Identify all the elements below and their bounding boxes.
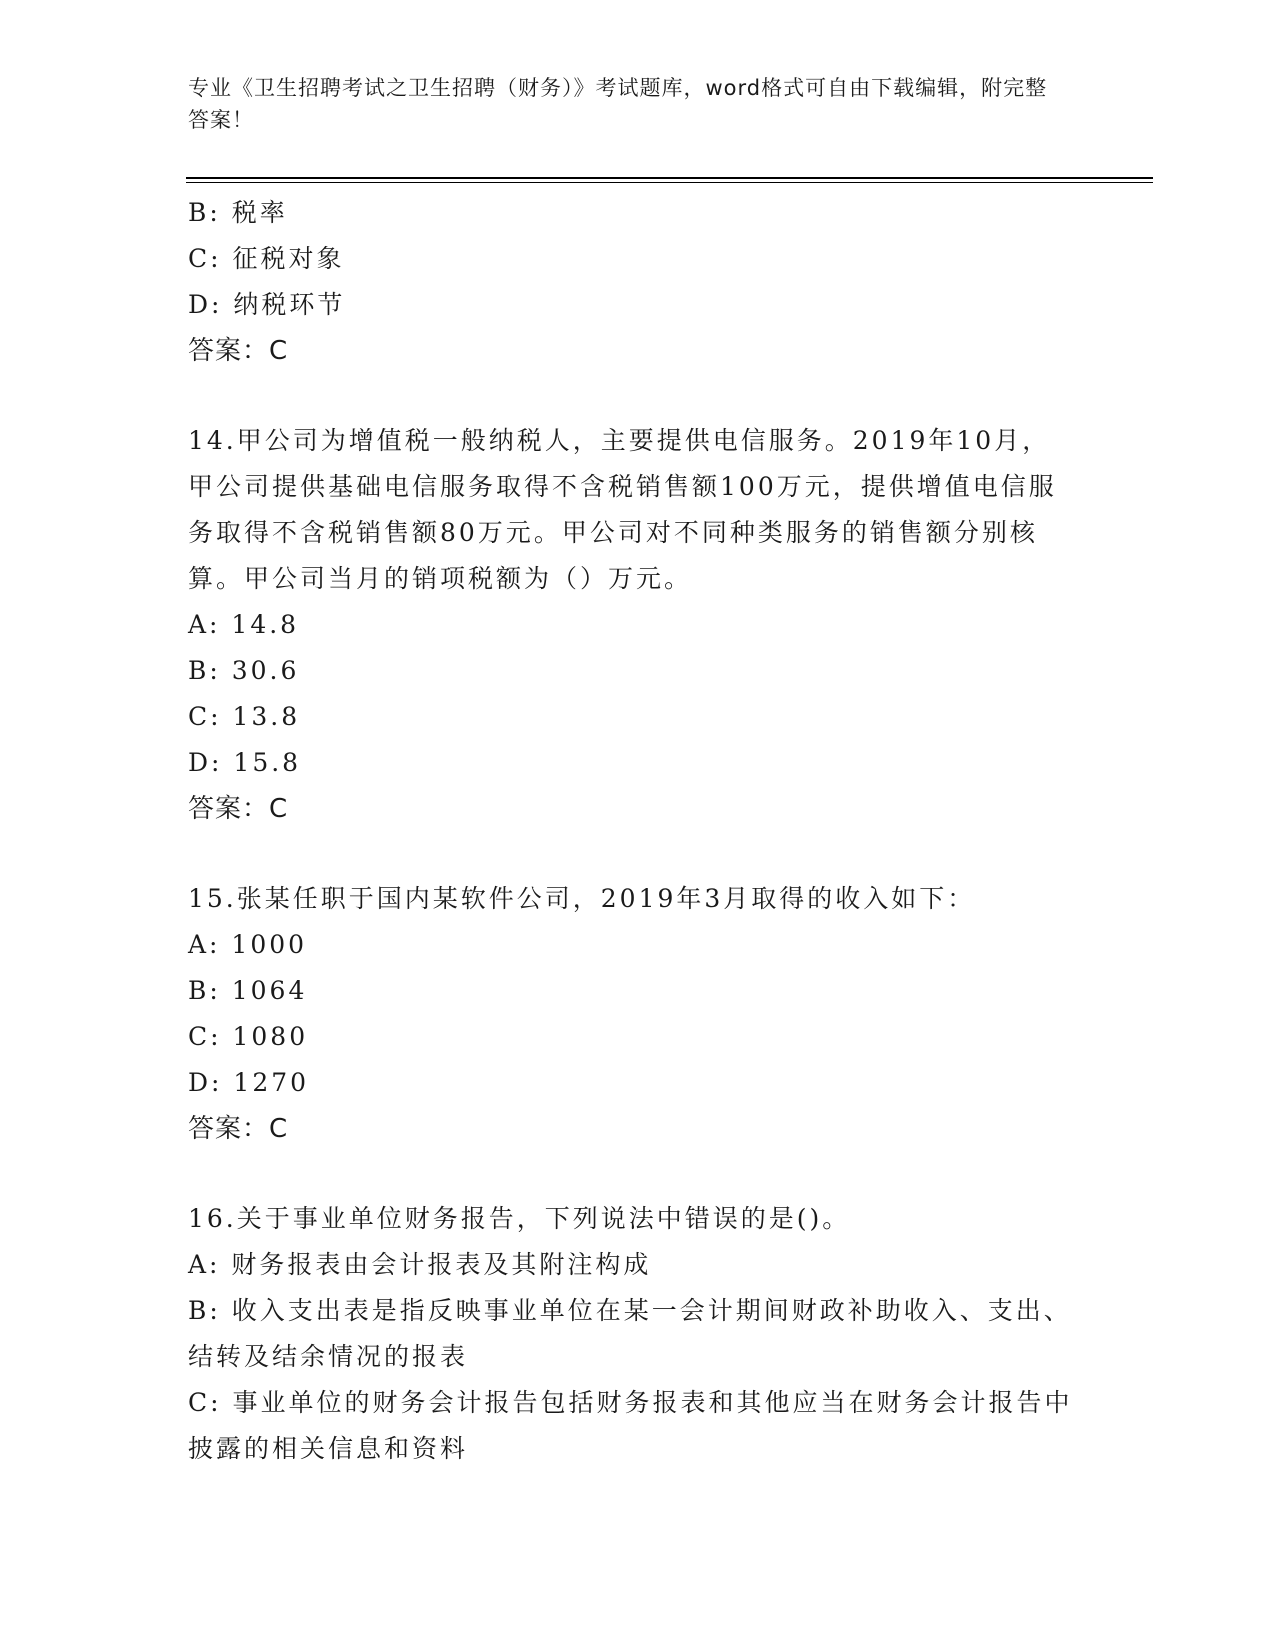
answer-line: 答案：C (188, 336, 289, 366)
option-b: B: 收入支出表是指反映事业单位在某一会计期间财政补助收入、支出、结转及结余情况的报表 (188, 1296, 1072, 1371)
option-a: A: 1000 (188, 930, 308, 959)
header-divider-thin (186, 182, 1153, 183)
document-header: 专业《卫生招聘考试之卫生招聘（财务）》考试题库，word格式可自由下载编辑，附完整答案！ (188, 76, 1048, 132)
question-stem: 15.张某任职于国内某软件公司，2019年3月取得的收入如下： (188, 884, 976, 913)
answer-line: 答案：C (188, 1114, 289, 1144)
option-d: D: 1270 (188, 1068, 310, 1097)
option-c: C: 13.8 (188, 702, 301, 731)
question-15 (188, 876, 1078, 1152)
question-content (188, 190, 1078, 1472)
question-14 (188, 418, 1078, 832)
option-c: C: 征税对象 (188, 244, 345, 273)
option-b: B: 30.6 (188, 656, 300, 685)
option-a: A: 财务报表由会计报表及其附注构成 (188, 1250, 652, 1279)
option-c: C: 1080 (188, 1022, 309, 1051)
question-stem: 14.甲公司为增值税一般纳税人，主要提供电信服务。2019年10月，甲公司提供基础电信服务取得不含税销售额100万元，提供增值电信服务取得不含税销售额80万元。甲公司对不同种类服务的销售额分别核算。甲公司当月的销项税额为（）万元。 (188, 426, 1057, 593)
option-c: C: 事业单位的财务会计报告包括财务报表和其他应当在财务会计报告中披露的相关信息和资料 (188, 1388, 1073, 1463)
question-16 (188, 1196, 1078, 1472)
option-b: B: 1064 (188, 976, 308, 1005)
answer-line: 答案：C (188, 794, 289, 824)
option-d: D: 15.8 (188, 748, 302, 777)
option-b: B: 税率 (188, 198, 288, 227)
question-stem: 16.关于事业单位财务报告，下列说法中错误的是()。 (188, 1204, 851, 1233)
previous-question-tail (188, 190, 1078, 374)
option-d: D: 纳税环节 (188, 290, 346, 319)
header-divider-thick (186, 177, 1153, 179)
option-a: A: 14.8 (188, 610, 300, 639)
